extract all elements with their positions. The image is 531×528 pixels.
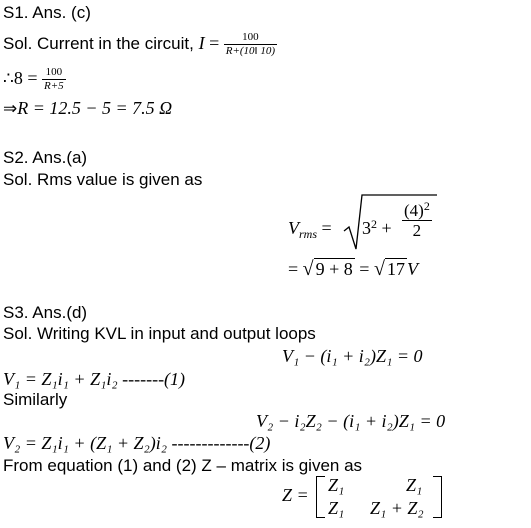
s3-matrix-left-bracket [316, 476, 325, 518]
s3-matrix-cell-11: Z₁ [328, 475, 345, 495]
s1-fraction [224, 31, 277, 58]
s1-eight-equals: 8 = [13, 67, 42, 88]
s1-therefore-symbol: ∴ [3, 68, 14, 88]
s3-matrix-cell-22: Z₁ + Z₂ [370, 498, 424, 518]
s3-z-lhs: Z = [282, 485, 309, 505]
s1-therefore-line [3, 66, 66, 93]
s1-fraction-2-denominator: R+5 [43, 80, 64, 92]
s2-v-symbol: V [288, 218, 299, 238]
s1-fraction-2-numerator: 100 [42, 66, 66, 80]
s3-kvl-output: V₂ − i₂Z₂ − (i₁ + i₂)Z₁ = 0 [256, 411, 446, 431]
s2-three-squared [362, 218, 392, 238]
s2-result-mid-equals: = [354, 259, 374, 279]
s2-plus: + [377, 218, 392, 238]
s1-implies-symbol: ⇒ [3, 99, 18, 118]
s3-equation-2: V₂ = Z₁i₁ + (Z₁ + Z₂)i₂ -------------(2) [3, 433, 271, 453]
s2-square-exponent: 2 [371, 217, 377, 231]
s2-root-arg-1: 9 + 8 [315, 259, 353, 279]
s3-matrix-right-bracket [433, 476, 442, 518]
s3-similarly: Similarly [3, 390, 68, 409]
s1-fraction-2 [42, 66, 66, 93]
s2-three: 3 [362, 218, 371, 238]
s2-inner-denominator: 2 [412, 221, 422, 240]
s2-equals: = [317, 218, 332, 238]
s2-four: (4) [404, 201, 424, 220]
s3-heading: S3. Ans.(d) [3, 303, 88, 322]
s3-solution: Sol. Writing KVL in input and output loops [3, 324, 316, 343]
s3-z-matrix [316, 476, 442, 520]
s2-root-symbol-1: √ [302, 258, 314, 280]
s2-root-arg-2: 17 [386, 259, 405, 279]
s2-volt-unit: V [406, 259, 418, 279]
s2-vrms [288, 218, 332, 241]
s2-rms-result [288, 258, 418, 279]
s1-solution-prefix: Sol. Current in the circuit, [3, 33, 199, 53]
s2-inner-numerator [402, 201, 432, 221]
s1-fraction-denominator: R+(10‖ 10) [225, 45, 276, 57]
s2-result-equals: = [288, 259, 303, 279]
s1-result-line [3, 98, 172, 119]
s1-equals: = [204, 32, 224, 53]
s1-current-symbol: I [198, 32, 205, 53]
s2-solution: Sol. Rms value is given as [3, 170, 203, 189]
s2-inner-fraction [402, 201, 432, 240]
s3-equation-1: V₁ = Z₁i₁ + Z₁i₂ -------(1) [3, 369, 186, 389]
s2-four-exponent: 2 [423, 199, 430, 213]
s3-from-equation: From equation (1) and (2) Z – matrix is given as [3, 456, 363, 475]
s1-fraction-numerator: 100 [224, 31, 277, 45]
s1-solution-line [3, 31, 277, 58]
s2-rms-subscript: rms [299, 227, 318, 241]
s2-heading: S2. Ans.(a) [3, 148, 88, 167]
s3-kvl-input: V₁ − (i₁ + i₂)Z₁ = 0 [282, 346, 423, 366]
s1-result: R = 12.5 − 5 = 7.5 Ω [17, 98, 173, 118]
s1-heading: S1. Ans. (c) [3, 3, 91, 22]
s2-root-symbol-2: √ [373, 258, 385, 280]
s3-matrix-cell-21: Z₁ [328, 498, 345, 518]
s3-matrix-cell-12: Z₁ [406, 475, 423, 495]
